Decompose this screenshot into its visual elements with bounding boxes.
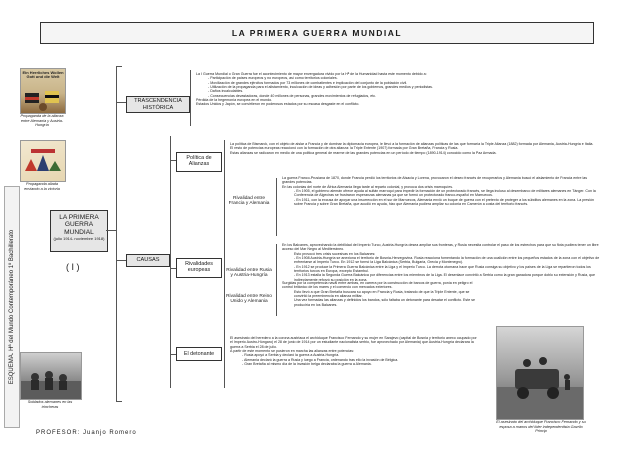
rivalidad-reino-text	[282, 281, 482, 307]
austria-line: - En 1913 estalla la Segunda Guerra Balcánica por diferencias entre los miembros de la Liga. El desenlace convirtió a Serbia como la gran ganadora porque doblo su extensión y Rusia, que indirectamente reforzó su posición en la zona.	[294, 273, 596, 282]
alianzas-line: El resto de potencias europeas reaccionó con la formación de otra alianza: la Triple Entente (1907) formada por Gran Bretaña, Francia y Rusia.	[230, 146, 459, 151]
francia-line: En las colonias del norte de África Alemania llega tarde al reparto colonial, y provoca dos crisis marroquíes.	[282, 184, 453, 189]
alianzas-text	[230, 142, 600, 155]
alianzas-bracket	[224, 140, 225, 180]
assassination-caption: El asesinato del archiduque Francisco Fernando y su esposa a manos del líder independentista Gavrilo Princip	[496, 420, 586, 434]
francia-bracket	[276, 178, 277, 236]
detonante-label: El detonante	[183, 351, 215, 357]
austria-line: - En 1908 Austria-Hungría se anexiona el territorio de Bosnia-Herzegovina. Rusia reacciona fomentando la formación de una coalición entre los pequeños estados de la zona con el objetivo de enfrentarse al Imperio Turco. En 1912 se formó la Liga Balcánica (Serbia, Bulgaria, Grecia y Montenegro).	[294, 256, 600, 265]
rivalidad-francia-text	[282, 176, 600, 206]
alianzas-box	[176, 152, 222, 172]
main-topic-box	[50, 210, 108, 252]
main-topic-dates: (julio 1914- noviembre 1918)	[53, 236, 105, 242]
francia-line: - En 1905, el gobierno alemán ofrece ayuda al sultán marroquí para impedir la formación de un protectorado francés, se llega incluso al desembarco de militares alemanes en Tánger. Con la Conferencia de Algeciras se frustraron esperanzas alemanas ya que se formó un protectorado franco-español en Marruecos.	[294, 189, 596, 198]
side-label: ESQUEMA. Hª del Mundo Contemporáneo 1º Bachillerato	[4, 186, 20, 428]
poster-flags-icon	[21, 87, 65, 113]
austria-line: Esto provocó tres crisis sucesivas en los Balcanes:	[294, 251, 376, 256]
part-number: ( I )	[66, 262, 80, 272]
reino-line: Surgidas por la competencia naval entre ambas, en carrera por la construcción de barcos de guerra, ponía en peligro el control británico de los mares y el comercio con mercados exteriores.	[282, 281, 473, 290]
detonante-text	[230, 336, 480, 366]
francia-line: - En 1911, con la excusa de apoyar una insurrección en el sur de Marruecos, Alemania envió un buque de guerra con el pretexto de proteger a los súbditos alemanes en la zona. La presión sobre Francia y sobre Gran Bretaña, que acudió en ayuda, hizo que Alemania pudiera ampliar su colonia en Camerún a costa del territorio francés.	[294, 197, 594, 207]
rivalidad-reino-label: Rivalidad entre Reino Unido y Alemania	[226, 294, 272, 305]
assassination-photo	[496, 326, 584, 420]
austria-line: - En 1912 se produce la Primera Guerra Balcánica entre la Liga y el Imperio Turco. La derrota otomana hace que Rusia consiga su objetivo y los países de la Liga se repartieron todos los territorios turcos en Europa, excepto Estambul.	[294, 264, 591, 274]
detonante-bracket	[224, 336, 225, 388]
bracket-bottom-tick	[116, 401, 122, 402]
rivalidades-bracket	[224, 180, 225, 336]
professor-credit: PROFESOR: Juanjo Romero	[36, 430, 137, 436]
main-topic-title: LA PRIMERA GUERRA MUNDIAL	[59, 214, 99, 236]
poster-alliance-headline: Ein Herrliches Wollen Gott und die Welt	[22, 70, 64, 80]
trascendencia-line: La I Guerra Mundial o Gran Guerra fue el acontecimiento de mayor envergadura vivido por la Hª de la Humanidad hasta este momento debido a:	[196, 72, 427, 76]
trascendencia-line: - Utilización de la propaganda para el alistamiento, inculcación de ideas y adhesión por parte de los gobiernos, grandes medios y periodistas.	[208, 85, 433, 90]
main-bracket	[116, 66, 117, 402]
poster-allied-figures-icon	[21, 141, 65, 181]
poster-allied-image	[20, 140, 66, 182]
detonante-line: El asesinato del heredero a la corona austriaca el archiduque Francisco Fernando y su mujer en Sarajevo (capital de Bosnia y territorio anexo ocupado por el Imperio Austro-Húngaro) el 28 de junio de 1914 por un estudiante nacionalista serbio, fue aprovechado por Alemania) que Austria-Hungría declarara la guerra a Serbia el 28 de julio.	[230, 336, 477, 349]
detonante-line: - Rusia apoyó a Serbia y declaró la guerra a Austria-Hungría.	[242, 353, 340, 358]
poster-alliance-image	[20, 68, 66, 114]
trascendencia-connector	[116, 102, 126, 103]
detonante-box	[176, 347, 222, 361]
rivalidad-austria-text	[282, 243, 600, 282]
trascendencia-line: - Participación de países europeos y no europeos, así como territorios coloniales.	[208, 76, 338, 81]
detonante-line: - Gran Bretaña al mismo día de la invasión belga declaraba la guerra a Alemania.	[242, 362, 372, 367]
trascendencia-box	[126, 96, 190, 113]
trascendencia-bracket	[190, 70, 191, 126]
rivalidades-box	[176, 258, 222, 278]
trascendencia-line: - Consecuencias devastadoras, donde 40 millones de personas, grandes movimientos de refugiados, etc.	[208, 93, 377, 98]
poster-allied-caption: Propaganda aliada enviando a la victoria	[24, 182, 60, 191]
rivalidades-label: Rivalidades europeas	[185, 261, 213, 274]
trascendencia-label: TRASCENDENCIA HISTÓRICA	[134, 98, 182, 111]
trascendencia-line: Pérdida de la hegemonía europea en el mundo.	[196, 98, 273, 103]
main-connector	[106, 230, 116, 231]
francia-line: La guerra Franco-Prusiana de 1870, donde Francia perdió los territorios de Alsacia y Lorena, provocaron el deseo francés de recuperarlos y Alemania buscó el aislamiento de Francia entre las grandes potencias.	[282, 176, 588, 185]
causas-bracket	[170, 136, 171, 388]
soldiers-caption: Soldados alemanes en las trincheras	[27, 400, 73, 409]
soldiers-figures-icon	[21, 353, 81, 399]
alianzas-line: Estas alianzas se radicaron en medio de una política general de rearme de las grandes potencias en un período de tiempo (1890-1914) conocido como la Paz Armada.	[230, 150, 497, 155]
reino-line: Esto llevó a que Gran Bretaña buscara su apoyo en Francia y Rusia, tratando de que la Triple Entente, que se convirtió la preeminencia en alianza militar.	[294, 289, 470, 299]
soldiers-photo	[20, 352, 82, 400]
trascendencia-text	[196, 72, 596, 107]
trascendencia-line: Estados Unidos y Japón, se convirtieron en poderosos estados por su escasa desgaste en el conflicto.	[196, 102, 360, 107]
detonante-line: A partir de este momento se pusieron en marcha las alianzas entre potencias:	[230, 349, 355, 354]
causas-connector	[116, 260, 126, 261]
trascendencia-line: - Daños incalculables.	[208, 89, 244, 94]
page-title: LA PRIMERA GUERRA MUNDIAL	[40, 22, 594, 44]
detonante-line: - Alemania declaró la guerra a Rusia y luego a Francia, ordenando tras ello la invasión de Bélgica.	[242, 357, 399, 362]
trascendencia-line: - Movilización de grandes ejércitos formados por 73 millones de combatientes e implicación del conjunto de la población civil.	[208, 80, 408, 85]
poster-alliance-caption: Propaganda de la alianza entre Alemania y Austria-Hungría	[20, 114, 64, 128]
alianzas-label: Política de Alianzas	[186, 155, 212, 168]
austria-line: En los Balcanes, aprovechando la debilidad del Imperio Turco, Austria-Hungría desea ampliar sus fronteras, y Rusia necesita controlar el paso de los estrechos para que su flota pudiera tener un libre acceso del Mar Negro al Mediterráneo.	[282, 243, 599, 252]
reino-bracket	[276, 282, 277, 316]
causas-box	[126, 254, 170, 267]
reino-line: Una vez formadas las alianzas y definidos los bandos, sólo faltaba un detonante para desatar el conflicto. Este se produciría en los Balcanes.	[294, 298, 475, 307]
bracket-top-tick	[116, 66, 122, 67]
rivalidad-austria-label: Rivalidad entre Rusia y Austria-Hungría	[226, 268, 272, 279]
assassination-scene-icon	[497, 327, 583, 419]
causas-label: CAUSAS	[136, 257, 160, 263]
rivalidad-francia-label: Rivalidad entre Francia y Alemania	[228, 196, 270, 207]
alianzas-line: La política de Bismarck, con el objeto de aislar a Francia y de dominar la diplomacia europea, le llevó a la formación de alianzas políticas de las que formaría la Triple Alianza (1882) formada por Alemania, Austria-Hungría e Italia.	[230, 142, 594, 146]
